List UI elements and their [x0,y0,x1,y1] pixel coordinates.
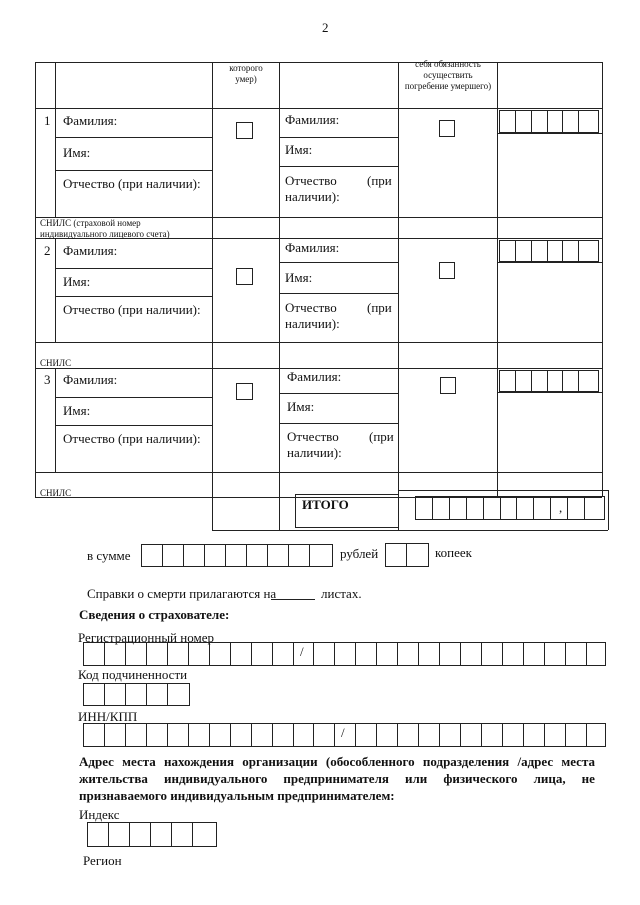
sum-rubles-cells[interactable] [141,544,333,567]
name-label: Имя: [63,403,91,418]
sum-kopecks-cells[interactable] [385,543,429,567]
address-word: предпринимателя [283,771,389,786]
relative-name-label: Имя: [285,142,313,157]
snils-label: СНИЛС [40,358,72,368]
digit-cells[interactable] [499,370,599,392]
address-line-2 [79,771,595,787]
patronymic-label: Отчество (при наличии): [63,176,201,191]
kopecks-label: копеек [435,545,472,560]
index-cells[interactable] [87,822,217,847]
checkbox[interactable] [236,383,253,400]
address-line-1: Адрес места нахождения организации (обособленного подразделения /адрес места [79,754,595,769]
relative-surname-label: Фамилия: [285,240,340,255]
relative-patronymic-label: наличии): [285,189,340,204]
page-number: 2 [322,20,329,35]
checkbox[interactable] [439,120,455,137]
insurer-heading: Сведения о страхователе: [79,607,230,622]
total-label: ИТОГО [302,497,349,512]
address-word: индивидуального [164,771,268,786]
name-label: Имя: [63,274,91,289]
header-col-died: которого умер) [229,63,263,84]
address-word: лица, [533,771,566,786]
index-label: Индекс [79,807,120,822]
subordination-label: Код подчиненности [78,667,188,682]
certificates-text: Справки о смерти прилагаются на [87,586,277,601]
subordination-cells[interactable] [83,683,190,706]
relative-patronymic-label: (при [367,300,392,315]
digit-cells[interactable] [499,110,599,133]
address-word: физического [443,771,518,786]
row-number: 3 [44,372,51,387]
address-line-3: признаваемого индивидуальным предпринимателем: [79,788,395,803]
region-label: Регион [83,853,122,868]
relative-name-label: Имя: [285,270,313,285]
total-decimal-separator: , [559,500,563,515]
patronymic-label: Отчество (при наличии): [63,431,201,446]
row-number: 2 [44,243,51,258]
checkbox[interactable] [236,122,253,139]
rubles-label: рублей [340,546,379,561]
checkbox[interactable] [236,268,253,285]
surname-label: Фамилия: [63,113,118,128]
snils-label: СНИЛС (страховой номер индивидуального лицевого счета) [40,218,170,239]
relative-patronymic-label: Отчество [287,429,339,444]
relative-surname-label: Фамилия: [285,112,340,127]
relative-name-label: Имя: [287,399,315,414]
reg-number-separator: / [300,644,304,659]
address-word: не [581,771,595,786]
name-label: Имя: [63,145,91,160]
header-col-obligation: себя обязанность осуществить погребение умершего) [404,59,492,91]
address-word: жительства [79,771,148,786]
total-digit-cells[interactable] [415,496,605,520]
snils-label: СНИЛС [40,488,72,498]
relative-patronymic-label: (при [367,173,392,188]
inn-kpp-separator: / [341,725,345,740]
relative-surname-label: Фамилия: [287,369,342,384]
sheet-count-field[interactable] [271,599,315,600]
reg-number-label: Регистрационный номер [78,630,214,645]
reg-number-cells[interactable] [83,642,606,666]
relative-patronymic-label: наличии): [285,316,340,331]
patronymic-label: Отчество (при наличии): [63,302,201,317]
relative-patronymic-label: (при [369,429,394,444]
sum-label: в сумме [87,548,131,563]
checkbox[interactable] [440,377,456,394]
certificates-suffix: листах. [321,586,362,601]
checkbox[interactable] [439,262,455,279]
relative-patronymic-label: наличии): [287,445,342,460]
address-word: или [404,771,428,786]
surname-label: Фамилия: [63,372,118,387]
inn-kpp-label: ИНН/КПП [78,709,138,724]
surname-label: Фамилия: [63,243,118,258]
row-number: 1 [44,113,51,128]
digit-cells[interactable] [499,240,599,262]
relative-patronymic-label: Отчество [285,300,337,315]
relative-patronymic-label: Отчество [285,173,337,188]
